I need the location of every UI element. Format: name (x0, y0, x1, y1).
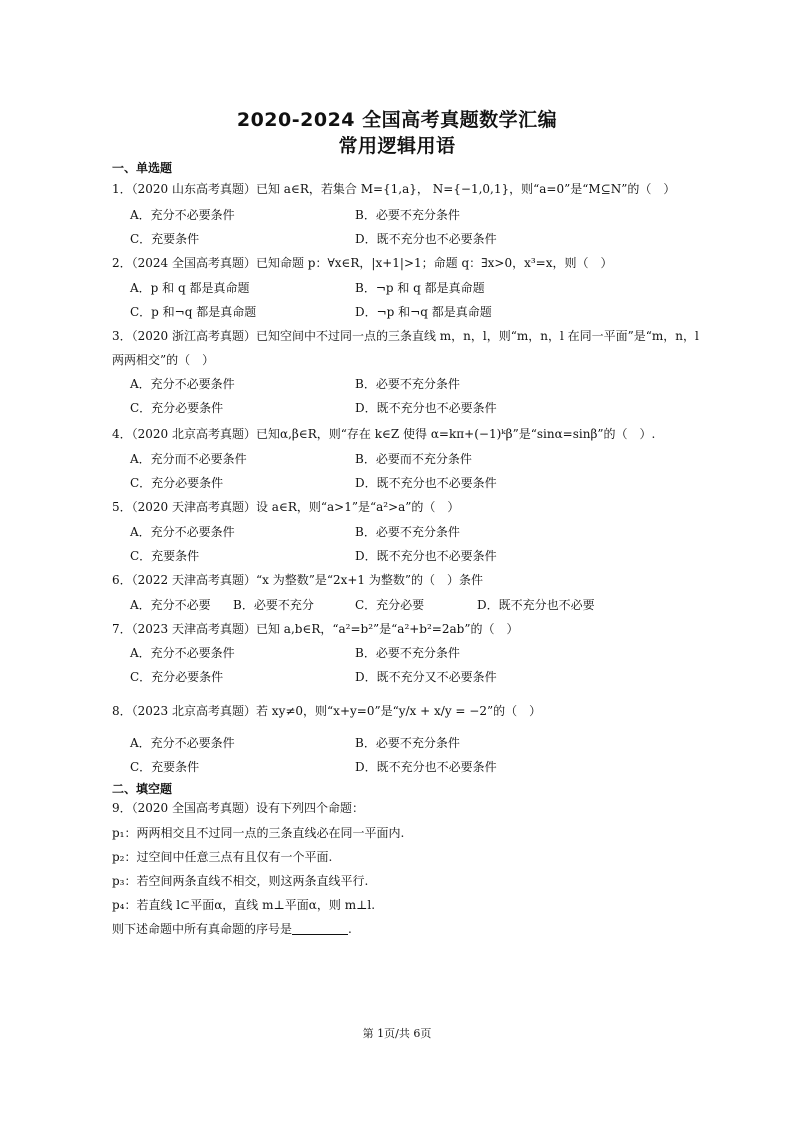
page-footer: 第 1页/共 6页 (362, 1027, 432, 1040)
question-7-stem: 7．（2023 天津高考真题）已知 a,b∈R，“a²=b²”是“a²+b²=2ab”的（ ） (112, 622, 519, 636)
question-2-stem: 2．（2024 全国高考真题）已知命题 p：∀x∈R，|x+1|>1；命题 q：∃x>0，x³=x，则（ ） (112, 256, 613, 270)
answer-blank[interactable] (292, 922, 348, 935)
q2-option-a: A．p 和 q 都是真命题 (130, 281, 250, 295)
q8-option-d: D．既不充分也不必要条件 (355, 760, 497, 774)
q3-option-b: B．必要不充分条件 (355, 377, 460, 391)
question-1-stem: 1．（2020 山东高考真题）已知 a∈R，若集合 M={1,a}， N={−1,0,1}，则“a=0”是“M⊆N”的（ ） (112, 182, 676, 196)
q6-option-a: A．充分不必要 (130, 598, 211, 612)
q9-proposition-p2: p₂：过空间中任意三点有且仅有一个平面. (112, 850, 333, 864)
question-9-stem: 9．（2020 全国高考真题）设有下列四个命题： (112, 801, 364, 815)
q5-option-a: A．充分不必要条件 (130, 525, 235, 539)
q1-option-d: D．既不充分也不必要条件 (355, 232, 497, 246)
q1-option-c: C．充要条件 (130, 232, 200, 246)
q1-option-a: A．充分不必要条件 (130, 208, 235, 222)
question-6-stem: 6．（2022 天津高考真题）“x 为整数”是“2x+1 为整数”的（ ）条件 (112, 573, 484, 587)
q9-proposition-p1: p₁：两两相交且不过同一点的三条直线必在同一平面内. (112, 826, 405, 840)
q2-option-c: C．p 和¬q 都是真命题 (130, 305, 257, 319)
q6-option-b: B．必要不充分 (233, 598, 314, 612)
section-fill-blank: 二、填空题 (112, 782, 173, 796)
q3-option-c: C．充分必要条件 (130, 401, 224, 415)
q4-option-a: A．充分而不必要条件 (130, 452, 247, 466)
doc-title-line1: 2020-2024 全国高考真题数学汇编 (236, 109, 558, 131)
q3-option-a: A．充分不必要条件 (130, 377, 235, 391)
question-8-stem: 8．（2023 北京高考真题）若 xy≠0，则“x+y=0”是“y/x + x/y = −2”的（ ） (112, 704, 542, 718)
q5-option-d: D．既不充分也不必要条件 (355, 549, 497, 563)
q1-option-b: B．必要不充分条件 (355, 208, 460, 222)
q9-proposition-p3: p₃：若空间两条直线不相交，则这两条直线平行. (112, 874, 369, 888)
question-4-stem: 4．（2020 北京高考真题）已知α,β∈R，则“存在 k∈Z 使得 α=kπ+(−1)ᵏβ”是“sinα=sinβ”的（ ）. (112, 427, 656, 441)
q9-proposition-p4: p₄：若直线 l⊂平面α，直线 m⊥平面α，则 m⊥l. (112, 898, 376, 912)
q3-option-d: D．既不充分也不必要条件 (355, 401, 497, 415)
q6-option-c: C．充分必要 (355, 598, 425, 612)
q7-option-b: B．必要不充分条件 (355, 646, 460, 660)
q8-option-b: B．必要不充分条件 (355, 736, 460, 750)
q9-ask-text: 则下述命题中所有真命题的序号是 (112, 922, 293, 936)
q6-option-d: D．既不充分也不必要 (477, 598, 595, 612)
q4-option-c: C．充分必要条件 (130, 476, 224, 490)
question-3-stem-cont: 两两相交”的（ ） (112, 353, 215, 367)
q8-option-a: A．充分不必要条件 (130, 736, 235, 750)
section-single-choice: 一、单选题 (112, 161, 173, 175)
q9-ask-end: . (348, 922, 352, 936)
q5-option-c: C．充要条件 (130, 549, 200, 563)
q7-option-d: D．既不充分又不必要条件 (355, 670, 497, 684)
q8-option-c: C．充要条件 (130, 760, 200, 774)
q7-option-a: A．充分不必要条件 (130, 646, 235, 660)
q4-option-b: B．必要而不充分条件 (355, 452, 472, 466)
doc-title-line2: 常用逻辑用语 (338, 135, 456, 157)
q2-option-d: D．¬p 和¬q 都是真命题 (355, 305, 492, 319)
q5-option-b: B．必要不充分条件 (355, 525, 460, 539)
q7-option-c: C．充分必要条件 (130, 670, 224, 684)
question-5-stem: 5．（2020 天津高考真题）设 a∈R，则“a>1”是“a²>a”的（ ） (112, 500, 460, 514)
question-3-stem: 3．（2020 浙江高考真题）已知空间中不过同一点的三条直线 m，n，l，则“m，n，l 在同一平面”是“m，n，l (112, 329, 699, 343)
q9-ask-line (112, 921, 352, 937)
q2-option-b: B．¬p 和 q 都是真命题 (355, 281, 485, 295)
q4-option-d: D．既不充分也不必要条件 (355, 476, 497, 490)
